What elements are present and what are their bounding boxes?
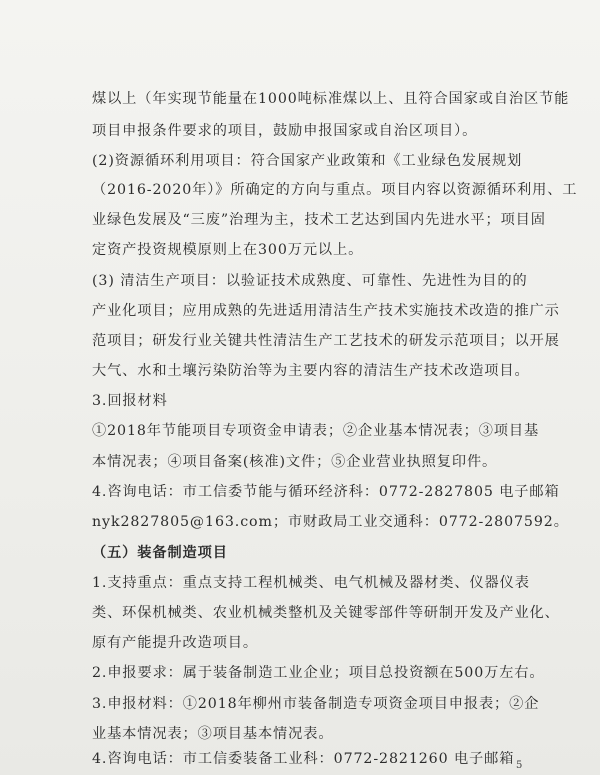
text-line: 原有产能提升改造项目。 (92, 635, 258, 651)
text-line: nyk2827805@163.com；市财政局工业交通科：0772-2807592。 (92, 514, 569, 530)
text-line: （2016-2020年）》所确定的方向与重点。项目内容以资源循环利用、工 (92, 182, 578, 198)
text-line: 产业化项目；应用成熟的先进适用清洁生产技术实施技术改造的推广示 (92, 303, 560, 319)
section-heading: （五）装备制造项目 (92, 545, 228, 561)
text-line: 大气、水和土壤污染防治等为主要内容的清洁生产技术改造项目。 (92, 363, 530, 379)
text-line: 4.咨询电话：市工信委节能与循环经济科：0772-2827805 电子邮箱 (92, 484, 560, 500)
text-line: 煤以上（年实现节能量在1000吨标准煤以上、且符合国家或自治区节能 (92, 91, 570, 107)
page-number: 5 (516, 760, 523, 771)
text-line: 业基本情况表；③项目基本情况表。 (92, 726, 334, 742)
text-line: (2)资源循环利用项目：符合国家产业政策和《工业绿色发展规划 (92, 153, 523, 169)
text-line: 范项目；研发行业关键共性清洁生产工艺技术的研发示范项目；以开展 (92, 333, 560, 349)
text-line: 类、环保机械类、农业机械类整机及关键零部件等研制开发及产业化、 (92, 605, 560, 621)
text-line: (3) 清洁生产项目：以验证技术成熟度、可靠性、先进性为目的的 (92, 273, 528, 289)
text-line: 2.申报要求：属于装备制造工业企业；项目总投资额在500万左右。 (92, 665, 545, 681)
text-line: 业绿色发展及“三废”治理为主，技术工艺达到国内先进水平；项目固 (92, 212, 546, 228)
text-line: 3.回报材料 (92, 393, 168, 409)
text-line: 定资产投资规模原则上在300万元以上。 (92, 242, 364, 258)
text-line: 3.申报材料：①2018年柳州市装备制造专项资金项目申报表；②企 (92, 696, 540, 712)
text-line: ①2018年节能项目专项资金申请表；②企业基本情况表；③项目基 (92, 423, 540, 439)
text-line: 项目申报条件要求的项目，鼓励申报国家或自治区项目）。 (92, 123, 478, 139)
text-line: 1.支持重点：重点支持工程机械类、电气机械及器材类、仪器仪表 (92, 575, 530, 591)
text-line: 4.咨询电话：市工信委装备工业科：0772-2821260 电子邮箱 (92, 751, 515, 767)
text-line: 本情况表；④项目备案(核准)文件；⑤企业营业执照复印件。 (92, 454, 498, 470)
